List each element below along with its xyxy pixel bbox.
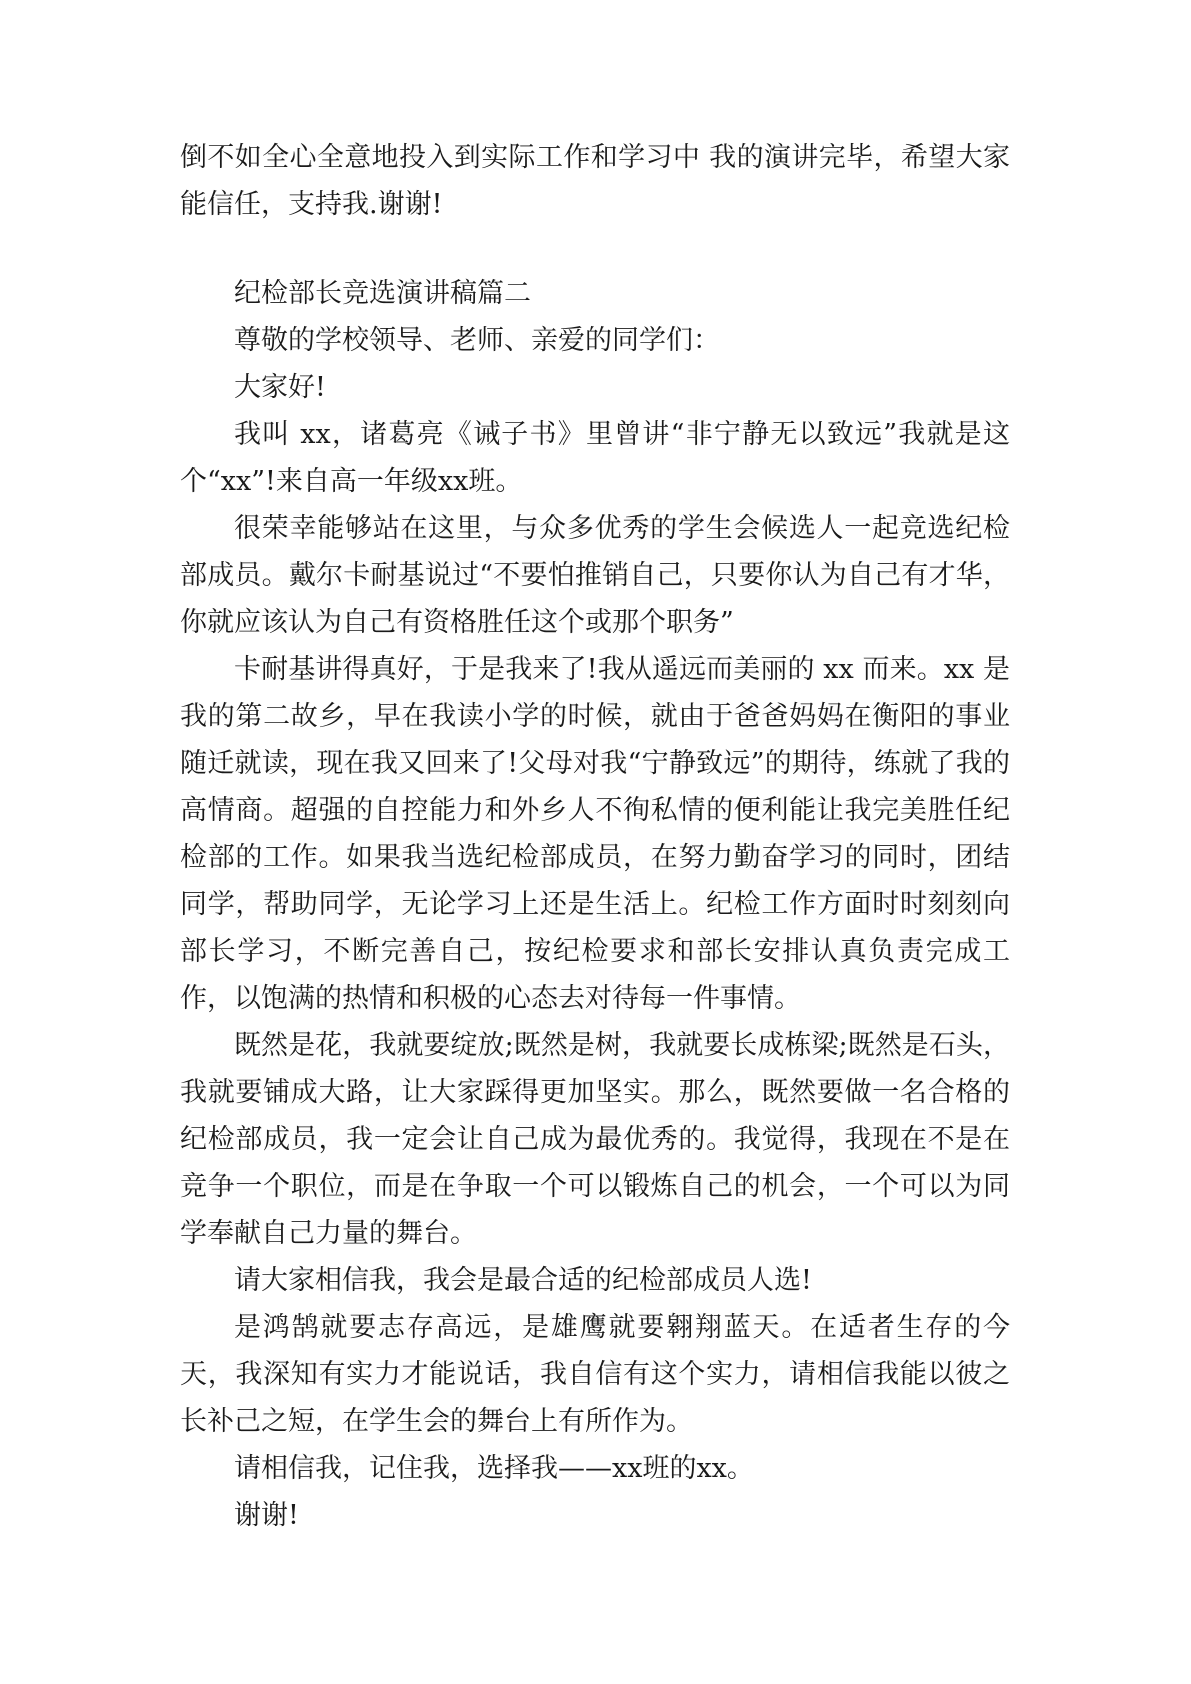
document-body xyxy=(180,134,1010,1539)
paragraph-gap xyxy=(180,228,1010,270)
section-title: 纪检部长竞选演讲稿篇二 xyxy=(234,278,531,309)
salutation-paragraph: 尊敬的学校领导、老师、亲爱的同学们： xyxy=(234,325,720,356)
body-paragraph: 请大家相信我，我会是最合适的纪检部成员人选! xyxy=(234,1265,812,1296)
body-paragraph: 卡耐基讲得真好，于是我来了!我从遥远而美丽的 xx 而来。xx 是我的第二故乡，早在我读小学的时候，就由于爸爸妈妈在衡阳的事业随迁就读，现在我又回来了!父母对我“宁静致远”的期待，练就了我的高情商。超强的自控能力和外乡人不徇私情的便利能让我完美胜任纪检部的工作。如果我当选纪检部成员，在努力勤奋学习的同时，团结同学，帮助同学，无论学习上还是生活上。纪检工作方面时时刻刻向部长学习，不断完善自己，按纪检要求和部长安排认真负责完成工作，以饱满的热情和积极的心态去对待每一件事情。 xyxy=(180,654,1010,1014)
continuation-paragraph: 倒不如全心全意地投入到实际工作和学习中 我的演讲完毕，希望大家能信任，支持我.谢谢! xyxy=(180,142,1010,220)
introduction-paragraph: 我叫 xx，诸葛亮《诫子书》里曾讲“非宁静无以致远”我就是这个“xx”!来自高一年级xx班。 xyxy=(180,419,1010,497)
closing-paragraph: 请相信我，记住我，选择我——xx班的xx。 xyxy=(234,1453,754,1484)
body-paragraph: 是鸿鹄就要志存高远，是雄鹰就要翱翔蓝天。在适者生存的今天，我深知有实力才能说话，我自信有这个实力，请相信我能以彼之长补己之短，在学生会的舞台上有所作为。 xyxy=(180,1312,1010,1437)
body-paragraph: 很荣幸能够站在这里，与众多优秀的学生会候选人一起竞选纪检部成员。戴尔卡耐基说过“不要怕推销自己，只要你认为自己有才华，你就应该认为自己有资格胜任这个或那个职务” xyxy=(180,513,1010,638)
thanks-paragraph: 谢谢! xyxy=(234,1500,299,1531)
body-paragraph: 既然是花，我就要绽放;既然是树，我就要长成栋梁;既然是石头，我就要铺成大路，让大家踩得更加坚实。那么，既然要做一名合格的纪检部成员，我一定会让自己成为最优秀的。我觉得，我现在不是在竞争一个职位，而是在争取一个可以锻炼自己的机会，一个可以为同学奉献自己力量的舞台。 xyxy=(180,1030,1010,1249)
greeting-paragraph: 大家好! xyxy=(234,372,326,403)
